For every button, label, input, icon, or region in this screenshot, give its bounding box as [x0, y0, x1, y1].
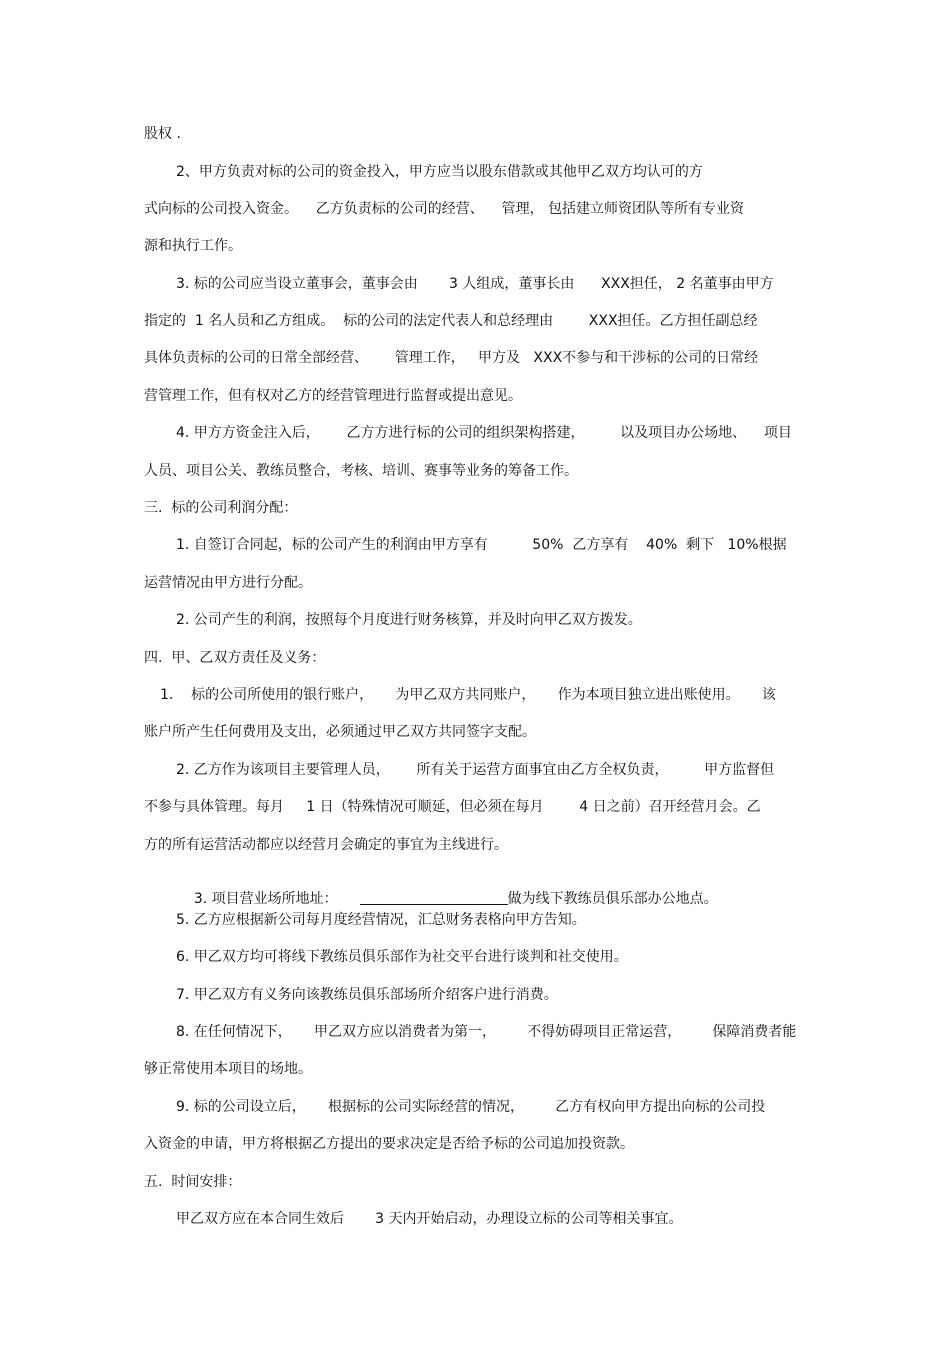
section-heading: 四. 甲、乙双方责任及义务：: [144, 650, 326, 666]
address-label: 3. 项目营业场所地址：: [193, 891, 338, 907]
duty-clause-1-line-1: 1. 标的公司所使用的银行账户， 为甲乙双方共同账户， 作为本项目独立进出账使用。 该: [160, 687, 776, 703]
duty-clause-2-line-1: 2. 乙方作为该项目主要管理人员， 所有关于运营方面事宜由乙方全权负责， 甲方监督但: [176, 762, 775, 778]
profit-clause-1-line-1: 1. 自签订合同起，标的公司产生的利润由甲方享有 50% 乙方享有 40% 剩下 10%根据: [176, 537, 787, 553]
clause-2-line-1: 2、甲方负责对标的公司的资金投入，甲方应当以股东借款或其他甲乙双方均认可的方: [176, 164, 703, 180]
duty-clause-9-line-2: 入资金的申请，甲方将根据乙方提出的要求决定是否给予标的公司追加投资款。: [144, 1136, 634, 1152]
duty-clause-8-line-2: 够正常使用本项目的场地。: [144, 1061, 312, 1077]
profit-clause-1-line-2: 运营情况由甲方进行分配。: [144, 575, 312, 591]
clause-4-line-2: 人员、项目公关、教练员整合，考核、培训、赛事等业务的筹备工作。: [144, 463, 578, 479]
clause-3-line-2: 指定的 1 名人员和乙方组成。 标的公司的法定代表人和总经理由 XXX担任。乙方担任副总经: [144, 313, 758, 329]
address-suffix: 做为线下教练员俱乐部办公地点。: [507, 891, 718, 907]
duty-clause-2-line-2: 不参与具体管理。每月 1 日（特殊情况可顺延，但必须在每月 4 日之前）召开经营月会。乙: [144, 799, 761, 815]
clause-3-line-4: 营管理工作，但有权对乙方的经营管理进行监督或提出意见。: [144, 388, 522, 404]
duty-clause-9-line-1: 9. 标的公司设立后， 根据标的公司实际经营的情况， 乙方有权向甲方提出向标的公司投: [176, 1099, 766, 1115]
duty-clause-8-line-1: 8. 在任何情况下， 甲乙双方应以消费者为第一， 不得妨碍项目正常运营， 保障消费者能: [176, 1024, 797, 1040]
clause-4-line-1: 4. 甲方方资金注入后， 乙方方进行标的公司的组织架构搭建， 以及项目办公场地、 项目: [176, 425, 792, 441]
clause-2-line-2: 式向标的公司投入资金。 乙方负责标的公司的经营、 管理， 包括建立师资团队等所有专业资: [144, 201, 745, 217]
duty-clause-7: 7. 甲乙双方有义务向该教练员俱乐部场所介绍客户进行消费。: [176, 987, 558, 1003]
address-blank-field: [360, 890, 508, 905]
clause-2-line-3: 源和执行工作。: [144, 238, 242, 254]
clause-3-line-1: 3. 标的公司应当设立董事会，董事会由 3 人组成，董事长由 XXX担任， 2 名董事由甲方: [176, 276, 774, 292]
section-heading: 三. 标的公司利润分配：: [144, 500, 298, 516]
duty-clause-1-line-2: 账户所产生任何费用及支出，必须通过甲乙双方共同签字支配。: [144, 724, 536, 740]
duty-clause-5: 5. 乙方应根据新公司每月度经营情况，汇总财务表格向甲方告知。: [176, 912, 586, 928]
duty-clause-2-line-3: 方的所有运营活动都应以经营月会确定的事宜为主线进行。: [144, 837, 508, 853]
text-line: 股权 .: [144, 126, 181, 142]
clause-3-line-3: 具体负责标的公司的日常全部经营、 管理工作， 甲方及 XXX不参与和干涉标的公司的日常经: [144, 350, 759, 366]
schedule-clause: 甲乙双方应在本合同生效后 3 天内开始启动，办理设立标的公司等相关事宜。: [176, 1211, 683, 1227]
section-heading: 五. 时间安排：: [144, 1174, 242, 1190]
profit-clause-2: 2. 公司产生的利润，按照每个月度进行财务核算，并及时向甲乙双方拨发。: [176, 612, 642, 628]
duty-clause-6: 6. 甲乙双方均可将线下教练员俱乐部作为社交平台进行谈判和社交使用。: [176, 949, 628, 965]
